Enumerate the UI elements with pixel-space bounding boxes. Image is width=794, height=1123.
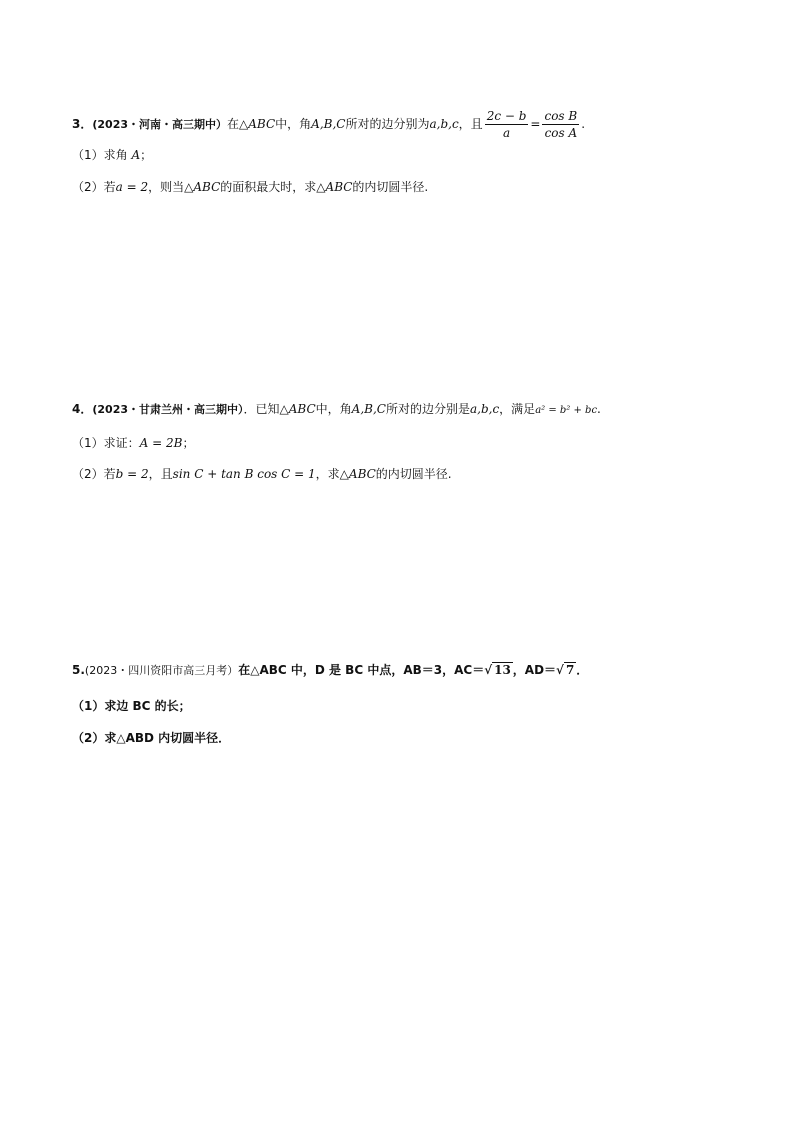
q5-source: (2023・四川资阳市高三月考）	[84, 664, 239, 677]
q3-triangle: ABC	[248, 117, 276, 131]
q3-text: ，且	[458, 117, 483, 131]
part-label: （2）	[72, 731, 105, 745]
q3-part2: （2）若a = 2，则当△ABC的面积最大时，求△ABC的内切圆半径.	[72, 180, 429, 194]
q5-part1: （1）求边 BC 的长；	[72, 699, 191, 713]
q3-triangle-symbol: △	[239, 117, 249, 131]
q3-text: 在	[227, 117, 240, 131]
sqrt-7: √ 7	[556, 663, 575, 677]
q3-angles: A,B,C	[311, 117, 346, 131]
q3-source: (2023・河南・高三期中）	[92, 118, 228, 131]
q5-part2: （2）求△ABD 内切圆半径．	[72, 731, 231, 745]
q4-source: (2023・甘肃兰州・高三期中）	[92, 403, 244, 416]
q3-text: 中，角	[275, 117, 312, 131]
q4-stem: 4．(2023・甘肃兰州・高三期中）．已知△ABC中，角A,B,C所对的边分别是a,b,c，满足a² = b² + bc.	[72, 402, 601, 416]
q3-part1: （1）求角 A；	[72, 148, 153, 162]
q4-number: 4．	[72, 402, 93, 416]
q4-part2: （2）若b = 2，且sin C + tan B cos C = 1，求△ABC的内切圆半径.	[72, 467, 452, 481]
q5-stem: 5.(2023・四川资阳市高三月考）在△ABC 中，D 是 BC 中点，AB＝3，AC＝√ 13 ，AD＝√ 7 ．	[72, 663, 589, 677]
part-label: （2）	[72, 180, 104, 194]
q3-sides: a,b,c	[429, 117, 459, 131]
part-label: （1）	[72, 699, 105, 713]
q4-part1: （1）求证：A = 2B；	[72, 436, 195, 450]
q3-stem: 3．(2023・河南・高三期中）在△ABC中，角A,B,C所对的边分别为a,b,c，且 $\frac{2c - b}{a}$ = $\frac{\text{cos B}}{\text{cos A}}$ .	[72, 109, 586, 140]
part-label: （1）	[72, 148, 104, 162]
part-label: （1）	[72, 436, 104, 450]
part-label: （2）	[72, 467, 104, 481]
q5-number: 5.	[72, 663, 85, 677]
q3-number: 3．	[72, 117, 93, 131]
q3-fraction-left: $\frac{2c - b}{a}$	[486, 109, 527, 140]
sqrt-13: √ 13	[484, 663, 511, 677]
q3-equals: =	[530, 117, 541, 131]
q4-condition: a² = b² + bc	[535, 405, 598, 416]
q3-fraction-right: $\frac{\text{cos B}}{\text{cos A}}$	[544, 109, 578, 140]
q3-text: 所对的边分别为	[345, 117, 430, 131]
